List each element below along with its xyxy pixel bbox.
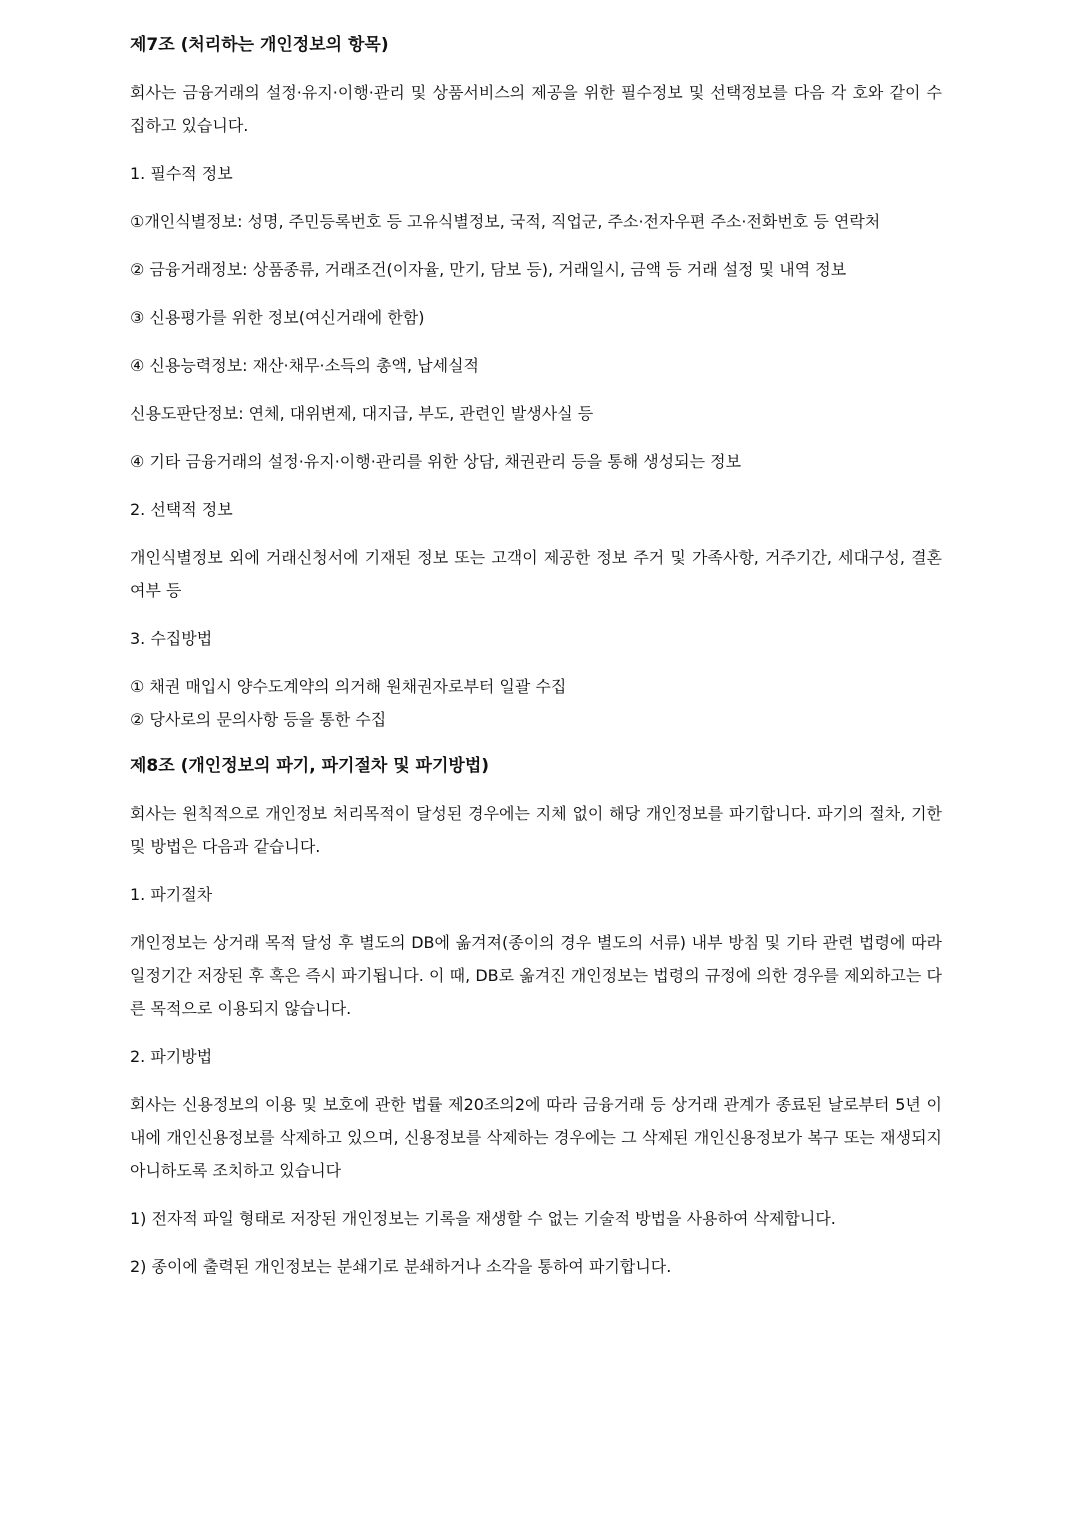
optional-info-heading: 2. 선택적 정보 [130, 500, 233, 519]
article7-title: 제7조 (처리하는 개인정보의 항목) [130, 35, 389, 55]
article7-intro: 회사는 금융거래의 설정·유지·이행·관리 및 상품서비스의 제공을 위한 필수정보 및 선택정보를 다음 각 호와 같이 수집하고 있습니다. [130, 83, 942, 135]
collection-method-item: ① 채권 매입시 양수도계약의 의거해 원채권자로부터 일괄 수집 [130, 677, 567, 696]
document-page [130, 30, 942, 1298]
required-item-financial-transaction: ② 금융거래정보: 상품종류, 거래조건(이자율, 만기, 담보 등), 거래일시, 금액 등 거래 설정 및 내역 정보 [130, 260, 847, 279]
collection-method-heading: 3. 수집방법 [130, 629, 213, 648]
optional-info-text: 개인식별정보 외에 거래신청서에 기재된 정보 또는 고객이 제공한 정보 주거 및 가족사항, 거주기간, 세대구성, 결혼여부 등 [130, 548, 942, 600]
destruction-procedure-text: 개인정보는 상거래 목적 달성 후 별도의 DB에 옮겨져(종이의 경우 별도의 서류) 내부 방침 및 기타 관련 법령에 따라 일정기간 저장된 후 혹은 즉시 파기됩니다. 이 때, DB로 옮겨진 개인정보는 법령의 규정에 의한 경우를 제외하고는 다른 목적으로 이용되지 않습니다. [130, 933, 942, 1018]
required-info-heading: 1. 필수적 정보 [130, 164, 233, 183]
required-item-personal-id: ①개인식별정보: 성명, 주민등록번호 등 고유식별정보, 국적, 직업군, 주소·전자우편 주소·전화번호 등 연락처 [130, 212, 881, 231]
collection-method-item: ② 당사로의 문의사항 등을 통한 수집 [130, 710, 387, 729]
destruction-procedure-heading: 1. 파기절차 [130, 885, 213, 904]
destruction-method-text: 회사는 신용정보의 이용 및 보호에 관한 법률 제20조의2에 따라 금융거래 등 상거래 관계가 종료된 날로부터 5년 이내에 개인신용정보를 삭제하고 있으며, 신용정보를 삭제하는 경우에는 그 삭제된 개인신용정보가 복구 또는 재생되지 아니하도록 조치하고 있습니다 [130, 1095, 942, 1180]
article8-intro: 회사는 원칙적으로 개인정보 처리목적이 달성된 경우에는 지체 없이 해당 개인정보를 파기합니다. 파기의 절차, 기한 및 방법은 다음과 같습니다. [130, 804, 942, 856]
destruction-method-heading: 2. 파기방법 [130, 1047, 213, 1066]
collection-method-list [130, 670, 942, 736]
destruction-method-item: 2) 종이에 출력된 개인정보는 분쇄기로 분쇄하거나 소각을 통하여 파기합니다. [130, 1257, 672, 1276]
required-item-credit-capacity: ④ 신용능력정보: 재산·채무·소득의 총액, 납세실적 [130, 356, 480, 375]
article8-title: 제8조 (개인정보의 파기, 파기절차 및 파기방법) [130, 756, 490, 776]
required-item-credit-evaluation: ③ 신용평가를 위한 정보(여신거래에 한함) [130, 308, 425, 327]
destruction-method-item: 1) 전자적 파일 형태로 저장된 개인정보는 기록을 재생할 수 없는 기술적 방법을 사용하여 삭제합니다. [130, 1209, 836, 1228]
required-item-other: ④ 기타 금융거래의 설정·유지·이행·관리를 위한 상담, 채권관리 등을 통해 생성되는 정보 [130, 452, 742, 471]
required-item-credit-judgment: 신용도판단정보: 연체, 대위변제, 대지급, 부도, 관련인 발생사실 등 [130, 404, 594, 423]
